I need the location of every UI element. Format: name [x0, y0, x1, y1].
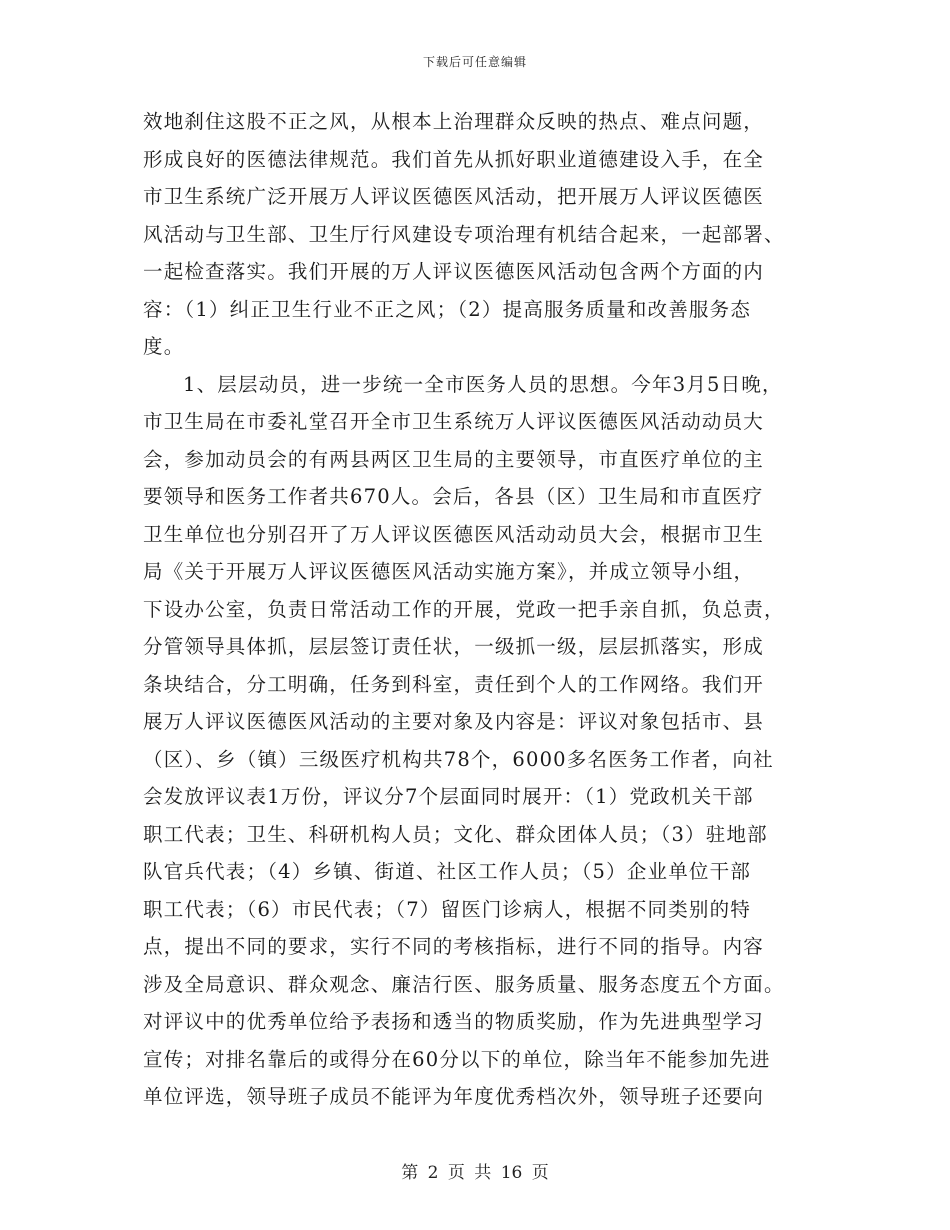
body-line: 点，提出不同的要求，实行不同的考核指标，进行不同的指导。内容 [143, 935, 765, 958]
body-line: 一起检查落实。我们开展的万人评议医德医风活动包含两个方面的内 [143, 260, 765, 283]
page-number: 第 2 页 共 16 页 [401, 1163, 549, 1183]
body-line: 风活动与卫生部、卫生厅行风建设专项治理有机结合起来，一起部署、 [143, 222, 785, 246]
paragraph-start-line: 1、层层动员，进一步统一全市医务人员的思想。今年3月5日晚， [183, 372, 783, 396]
body-line: 对评议中的优秀单位给予表扬和透当的物质奖励，作为先进典型学习 [143, 1010, 765, 1033]
header-note: 下载后可任意编辑 [422, 55, 527, 69]
body-line: 卫生单位也分别召开了万人评议医德医风活动动员大会，根据市卫生 [143, 522, 765, 546]
body-line: 度。 [143, 335, 185, 358]
body-line: 局《关于开展万人评议医德医风活动实施方案》，并成立领导小组， [143, 560, 755, 583]
body-line: 下设办公室，负责日常活动工作的开展，党政一把手亲自抓，负总责， [143, 597, 785, 621]
body-line: 形成良好的医德法律规范。我们首先从抓好职业道德建设入手，在全 [143, 147, 765, 171]
body-line: 职工代表；卫生、科研机构人员；文化、群众团体人员；（3）驻地部 [143, 822, 768, 846]
body-line: 会，参加动员会的有两县两区卫生局的主要领导，市直医疗单位的主 [143, 447, 765, 471]
body-line: 涉及全局意识、群众观念、廉洁行医、服务质量、服务态度五个方面。 [143, 972, 785, 996]
body-line: 分管领导具体抓，层层签订责任状，一级抓一级，层层抓落实，形成 [143, 635, 765, 658]
body-line: 要领导和医务工作者共670人。会后，各县（区）卫生局和市直医疗 [143, 485, 764, 508]
body-line: 单位评选，领导班子成员不能评为年度优秀档次外，领导班子还要向 [143, 1085, 765, 1108]
body-line: 宣传；对排名靠后的或得分在60分以下的单位，除当年不能参加先进 [143, 1047, 771, 1071]
body-line: 条块结合，分工明确，任务到科室，责任到个人的工作网络。我们开 [143, 672, 765, 696]
body-line: 职工代表；（6）市民代表；（7）留医门诊病人，根据不同类别的特 [143, 897, 752, 921]
body-line: （区）、乡（镇）三级医疗机构共78个，6000多名医务工作者，向社 [143, 747, 774, 771]
body-line: 市卫生系统广泛开展万人评议医德医风活动，把开展万人评议医德医 [143, 185, 765, 208]
body-line: 市卫生局在市委礼堂召开全市卫生系统万人评议医德医风活动动员大 [143, 410, 765, 433]
body-line: 效地刹住这股不正之风，从根本上治理群众反映的热点、难点问题， [143, 110, 765, 133]
document-body [143, 103, 815, 1116]
body-line: 会发放评议表1万份，评议分7个层面同时展开：（1）党政机关干部 [143, 785, 754, 808]
body-line: 展万人评议医德医风活动的主要对象及内容是：评议对象包括市、县 [143, 710, 765, 733]
body-line: 队官兵代表；（4）乡镇、街道、社区工作人员；（5）企业单位干部 [143, 860, 752, 883]
body-line: 容：（1）纠正卫生行业不正之风；（2）提高服务质量和改善服务态 [143, 297, 752, 321]
